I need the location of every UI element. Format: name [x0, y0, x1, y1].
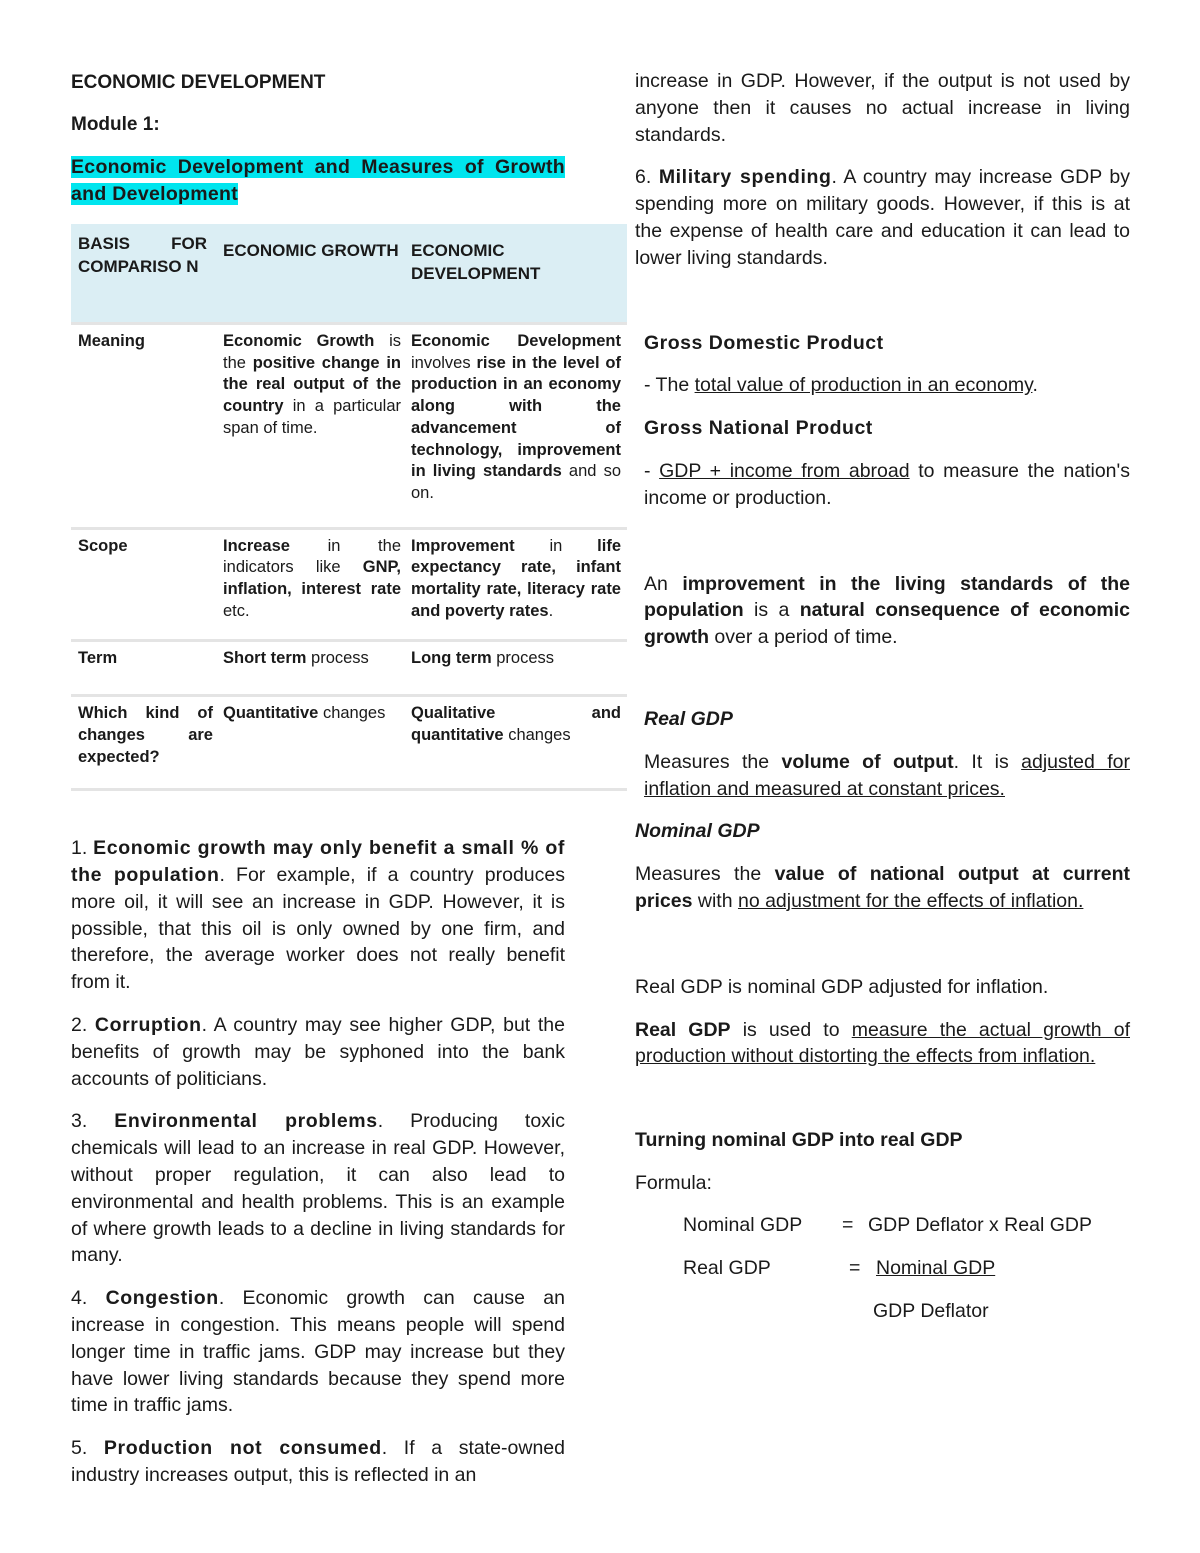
table-row — [71, 641, 627, 696]
comparison-table — [71, 224, 627, 791]
nominal-gdp-text: Measures the value of national output at current prices with no adjustment for the effects of inflation. — [635, 863, 1130, 912]
row-basis-scope: Scope — [71, 528, 223, 641]
definitions-block — [635, 330, 1130, 803]
point-6: 6. Military spending. A country may increase GDP by spending more on military goods. However, if this is at the expense of health care and education it can lead to lower living standards. — [635, 166, 1130, 269]
real-gdp-text: Measures the volume of output. It is adjusted for inflation and measured at constant prices. — [644, 750, 1130, 800]
row-growth-meaning: Economic Growth is the positive change in the real output of the country in a particular span of time. — [223, 324, 411, 529]
gdp-definition: - The total value of production in an economy. — [644, 374, 1038, 397]
formula-2-denominator-row — [635, 1298, 1130, 1341]
point-2: 2. Corruption. A country may see higher GDP, but the benefits of growth may be syphoned into the bank accounts of politicians. — [71, 1014, 565, 1090]
row-basis-term: Term — [71, 641, 223, 696]
point-4: 4. Congestion. Economic growth can cause an increase in congestion. This means people will spend longer time in traffic jams. GDP may increase but they have lower living standards because they spend more time in traffic jams. — [71, 1287, 565, 1417]
formula1-left: Nominal GDP — [683, 1213, 803, 1236]
row-growth-term: Short term process — [223, 641, 411, 696]
table-row — [71, 528, 627, 641]
point-1: 1. Economic growth may only benefit a small % of the population. For example, if a country produces more oil, it will see an increase in GDP. However, it is possible, that this oil is only owned by one firm, and therefore, the average worker does not really benefit from it. — [71, 837, 566, 994]
table-header-row — [71, 224, 627, 324]
row-development-changes: Qualitative and quantitative changes — [411, 696, 627, 790]
real-nominal-line: Real GDP is nominal GDP adjusted for inflation. — [635, 975, 1049, 998]
document-title: ECONOMIC DEVELOPMENT — [71, 72, 326, 93]
formula2-left: Real GDP — [683, 1256, 771, 1279]
row-growth-scope: Increase in the indicators like GNP, inflation, interest rate etc. — [223, 528, 411, 641]
gnp-heading: Gross National Product — [644, 417, 873, 440]
right-column — [635, 68, 1130, 1341]
formula-1 — [635, 1212, 1130, 1255]
real-gdp-heading: Real GDP — [644, 707, 733, 730]
formula2-eq: = — [849, 1256, 861, 1279]
row-development-term: Long term process — [411, 641, 627, 696]
point-5-continued: increase in GDP. However, if the output is not used by anyone then it causes no actual increase in living standards. — [635, 70, 1130, 146]
formula1-right: GDP Deflator x Real GDP — [868, 1213, 1092, 1236]
real-gdp-used: Real GDP is used to measure the actual growth of production without distorting the effects from inflation. — [635, 1018, 1130, 1068]
gnp-definition: - GDP + income from abroad to measure the nation's income or production. — [644, 459, 1131, 509]
table-row — [71, 696, 627, 790]
nominal-gdp-heading: Nominal GDP — [635, 820, 760, 843]
turning-heading: Turning nominal GDP into real GDP — [635, 1129, 963, 1152]
gdp-heading: Gross Domestic Product — [644, 331, 884, 354]
left-column — [71, 68, 621, 1489]
table-row — [71, 324, 627, 529]
improvement-statement: An improvement in the living standards of the population is a natural consequence of economic growth over a period of time. — [644, 572, 1131, 649]
module-label: Module 1: — [71, 114, 160, 135]
row-basis-changes: Which kind of changes are expected? — [71, 696, 223, 790]
point-3: 3. Environmental problems. Producing toxic chemicals will lead to an increase in real GDP. However, without proper regulation, it can also lead to environmental and health problems. This is an example of where growth leads to a decline in living standards for many. — [71, 1110, 565, 1267]
header-growth: ECONOMIC GROWTH — [223, 224, 411, 324]
row-growth-changes: Quantitative changes — [223, 696, 411, 790]
row-basis-meaning: Meaning — [71, 324, 223, 529]
formula1-eq: = — [842, 1213, 854, 1236]
formula2-numerator: Nominal GDP — [876, 1256, 996, 1279]
header-basis: BASIS FOR COMPARISO N — [71, 224, 223, 324]
header-development: ECONOMIC DEVELOPMENT — [411, 224, 627, 324]
formula2-denominator: GDP Deflator — [873, 1299, 989, 1322]
formula-2 — [635, 1255, 1130, 1298]
formula-label: Formula: — [635, 1171, 712, 1194]
row-development-meaning: Economic Development involves rise in the level of production in an economy along with the advancement of technology, improvement in living standards and so on. — [411, 324, 627, 529]
row-development-scope: Improvement in life expectancy rate, infant mortality rate, literacy rate and poverty rates. — [411, 528, 627, 641]
section-title: Economic Development and Measures of Growth and Development — [71, 156, 565, 205]
section-title-wrap — [71, 154, 565, 208]
point-5: 5. Production not consumed. If a state-owned industry increases output, this is reflected in an — [71, 1437, 565, 1486]
